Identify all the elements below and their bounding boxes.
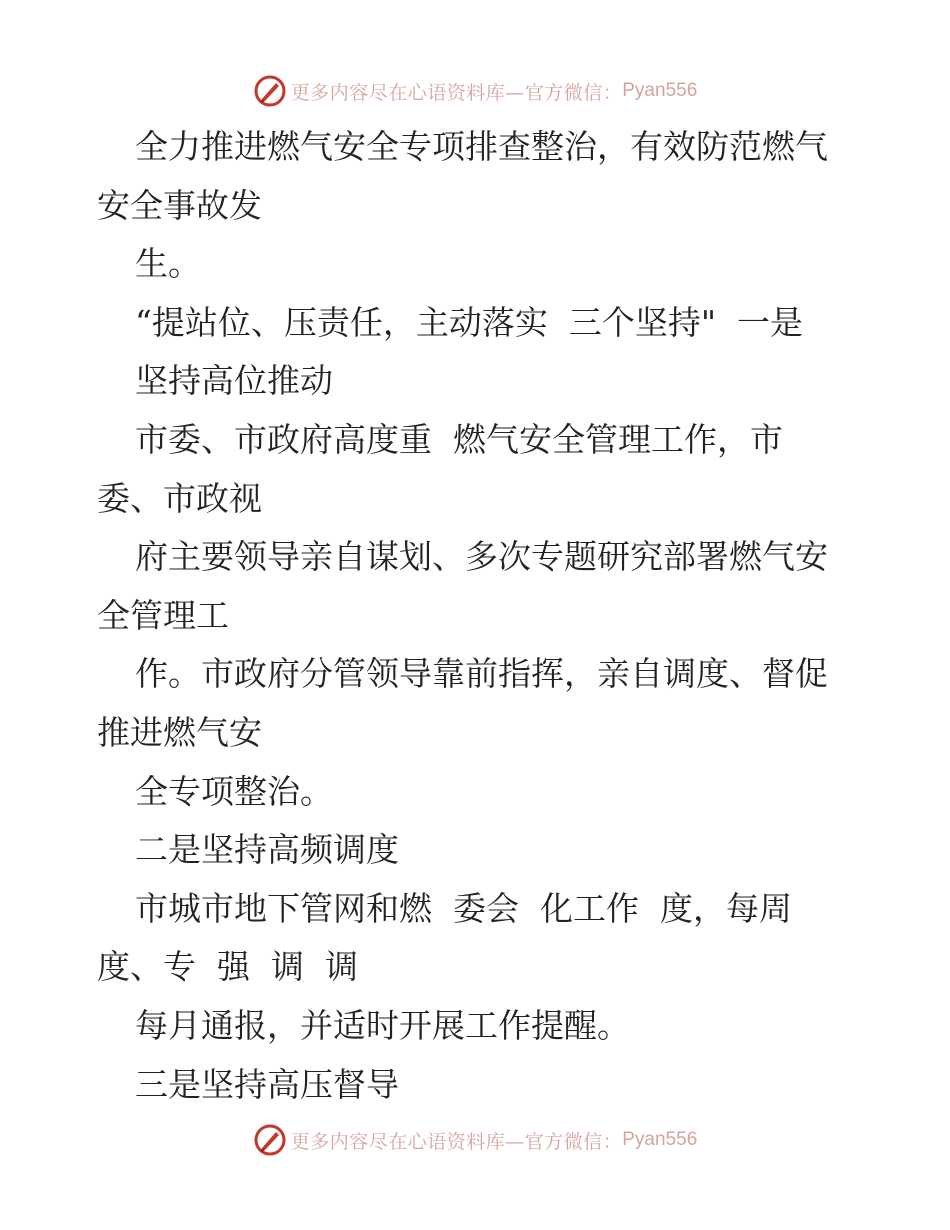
text-line: 府主要领导亲自谋划、多次专题研究部署燃气安 xyxy=(135,537,828,577)
header-watermark xyxy=(0,71,950,111)
text-line: 市委、市政府高度重 燃气安全管理工作，市 xyxy=(135,419,783,459)
text-line: 生。 xyxy=(135,244,201,284)
document-body xyxy=(97,118,867,1114)
watermark-text: 更多内容尽在心语资料库—官方微信： xyxy=(290,1130,623,1153)
text-line: 全力推进燃气安全专项排查整治，有效防范燃气 xyxy=(135,127,828,166)
text-line: 全专项整治。 xyxy=(135,771,333,811)
text-line: 每月通报，并适时开展工作提醒。 xyxy=(135,1005,630,1045)
text-line: 安全事故发 xyxy=(97,185,262,225)
footer-watermark xyxy=(0,1120,950,1160)
text-line: “提站位、压责任，主动落实 三个坚持" 一是 xyxy=(135,302,804,342)
watermark-text: 更多内容尽在心语资料库—官方微信： xyxy=(290,81,623,104)
watermark-wechat-id: Pyan556 xyxy=(622,1129,698,1150)
text-line: 委、市政视 xyxy=(97,478,262,518)
text-line: 市城市地下管网和燃 委会 化工作 度，每周 xyxy=(135,888,792,928)
text-line: 三是坚持高压督导 xyxy=(135,1064,399,1104)
pen-seal-icon xyxy=(253,74,287,108)
text-line: 推进燃气安 xyxy=(97,712,262,752)
text-line: 度、专 强 调 调 xyxy=(97,947,358,987)
pen-seal-icon xyxy=(253,1123,287,1157)
text-line: 作。市政府分管领导靠前指挥，亲自调度、督促 xyxy=(135,654,828,694)
watermark-wechat-id: Pyan556 xyxy=(622,80,698,101)
text-line: 全管理工 xyxy=(97,595,229,635)
text-line: 二是坚持高频调度 xyxy=(135,830,399,870)
text-line: 坚持高位推动 xyxy=(135,361,333,401)
